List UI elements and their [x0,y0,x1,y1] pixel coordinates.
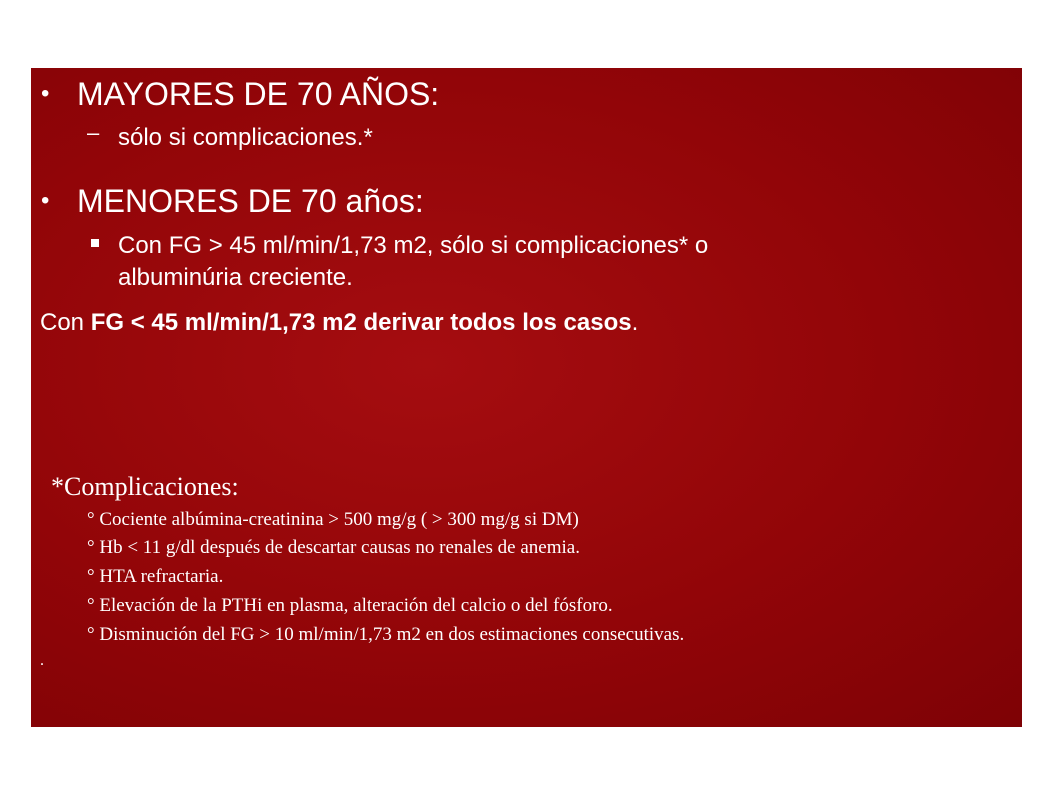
derivation-statement [40,308,638,338]
square-bullet-icon [91,239,99,247]
dash-icon: – [87,120,100,145]
trailing-mark: . [40,652,44,669]
statement-prefix: Con [40,309,91,336]
bullet-icon: • [41,80,50,107]
heading-menores: MENORES DE 70 años: [77,183,424,219]
item-fg-45-line1: Con FG > 45 ml/min/1,73 m2, sólo si complicaciones* o [118,232,709,259]
complication-item: ° Cociente albúmina-creatinina > 500 mg/g ( > 300 mg/g si DM) [87,509,579,530]
slide [31,68,1022,727]
complication-item: ° Elevación de la PTHi en plasma, alteración del calcio o del fósforo. [87,595,613,616]
complication-item: ° Hb < 11 g/dl después de descartar causas no renales de anemia. [87,537,580,558]
complication-item: ° HTA refractaria. [87,566,224,587]
complications-title: *Complicaciones: [51,472,239,501]
statement-bold: FG < 45 ml/min/1,73 m2 derivar todos los casos [90,309,632,336]
heading-mayores: MAYORES DE 70 AÑOS: [77,76,440,112]
bullet-icon: • [41,187,50,214]
statement-suffix: . [631,309,639,336]
complication-item: ° Disminución del FG > 10 ml/min/1,73 m2 en dos estimaciones consecutivas. [87,624,685,645]
item-fg-45-line2: albuminúria creciente. [118,264,353,291]
item-solo-complicaciones: sólo si complicaciones.* [118,124,373,151]
